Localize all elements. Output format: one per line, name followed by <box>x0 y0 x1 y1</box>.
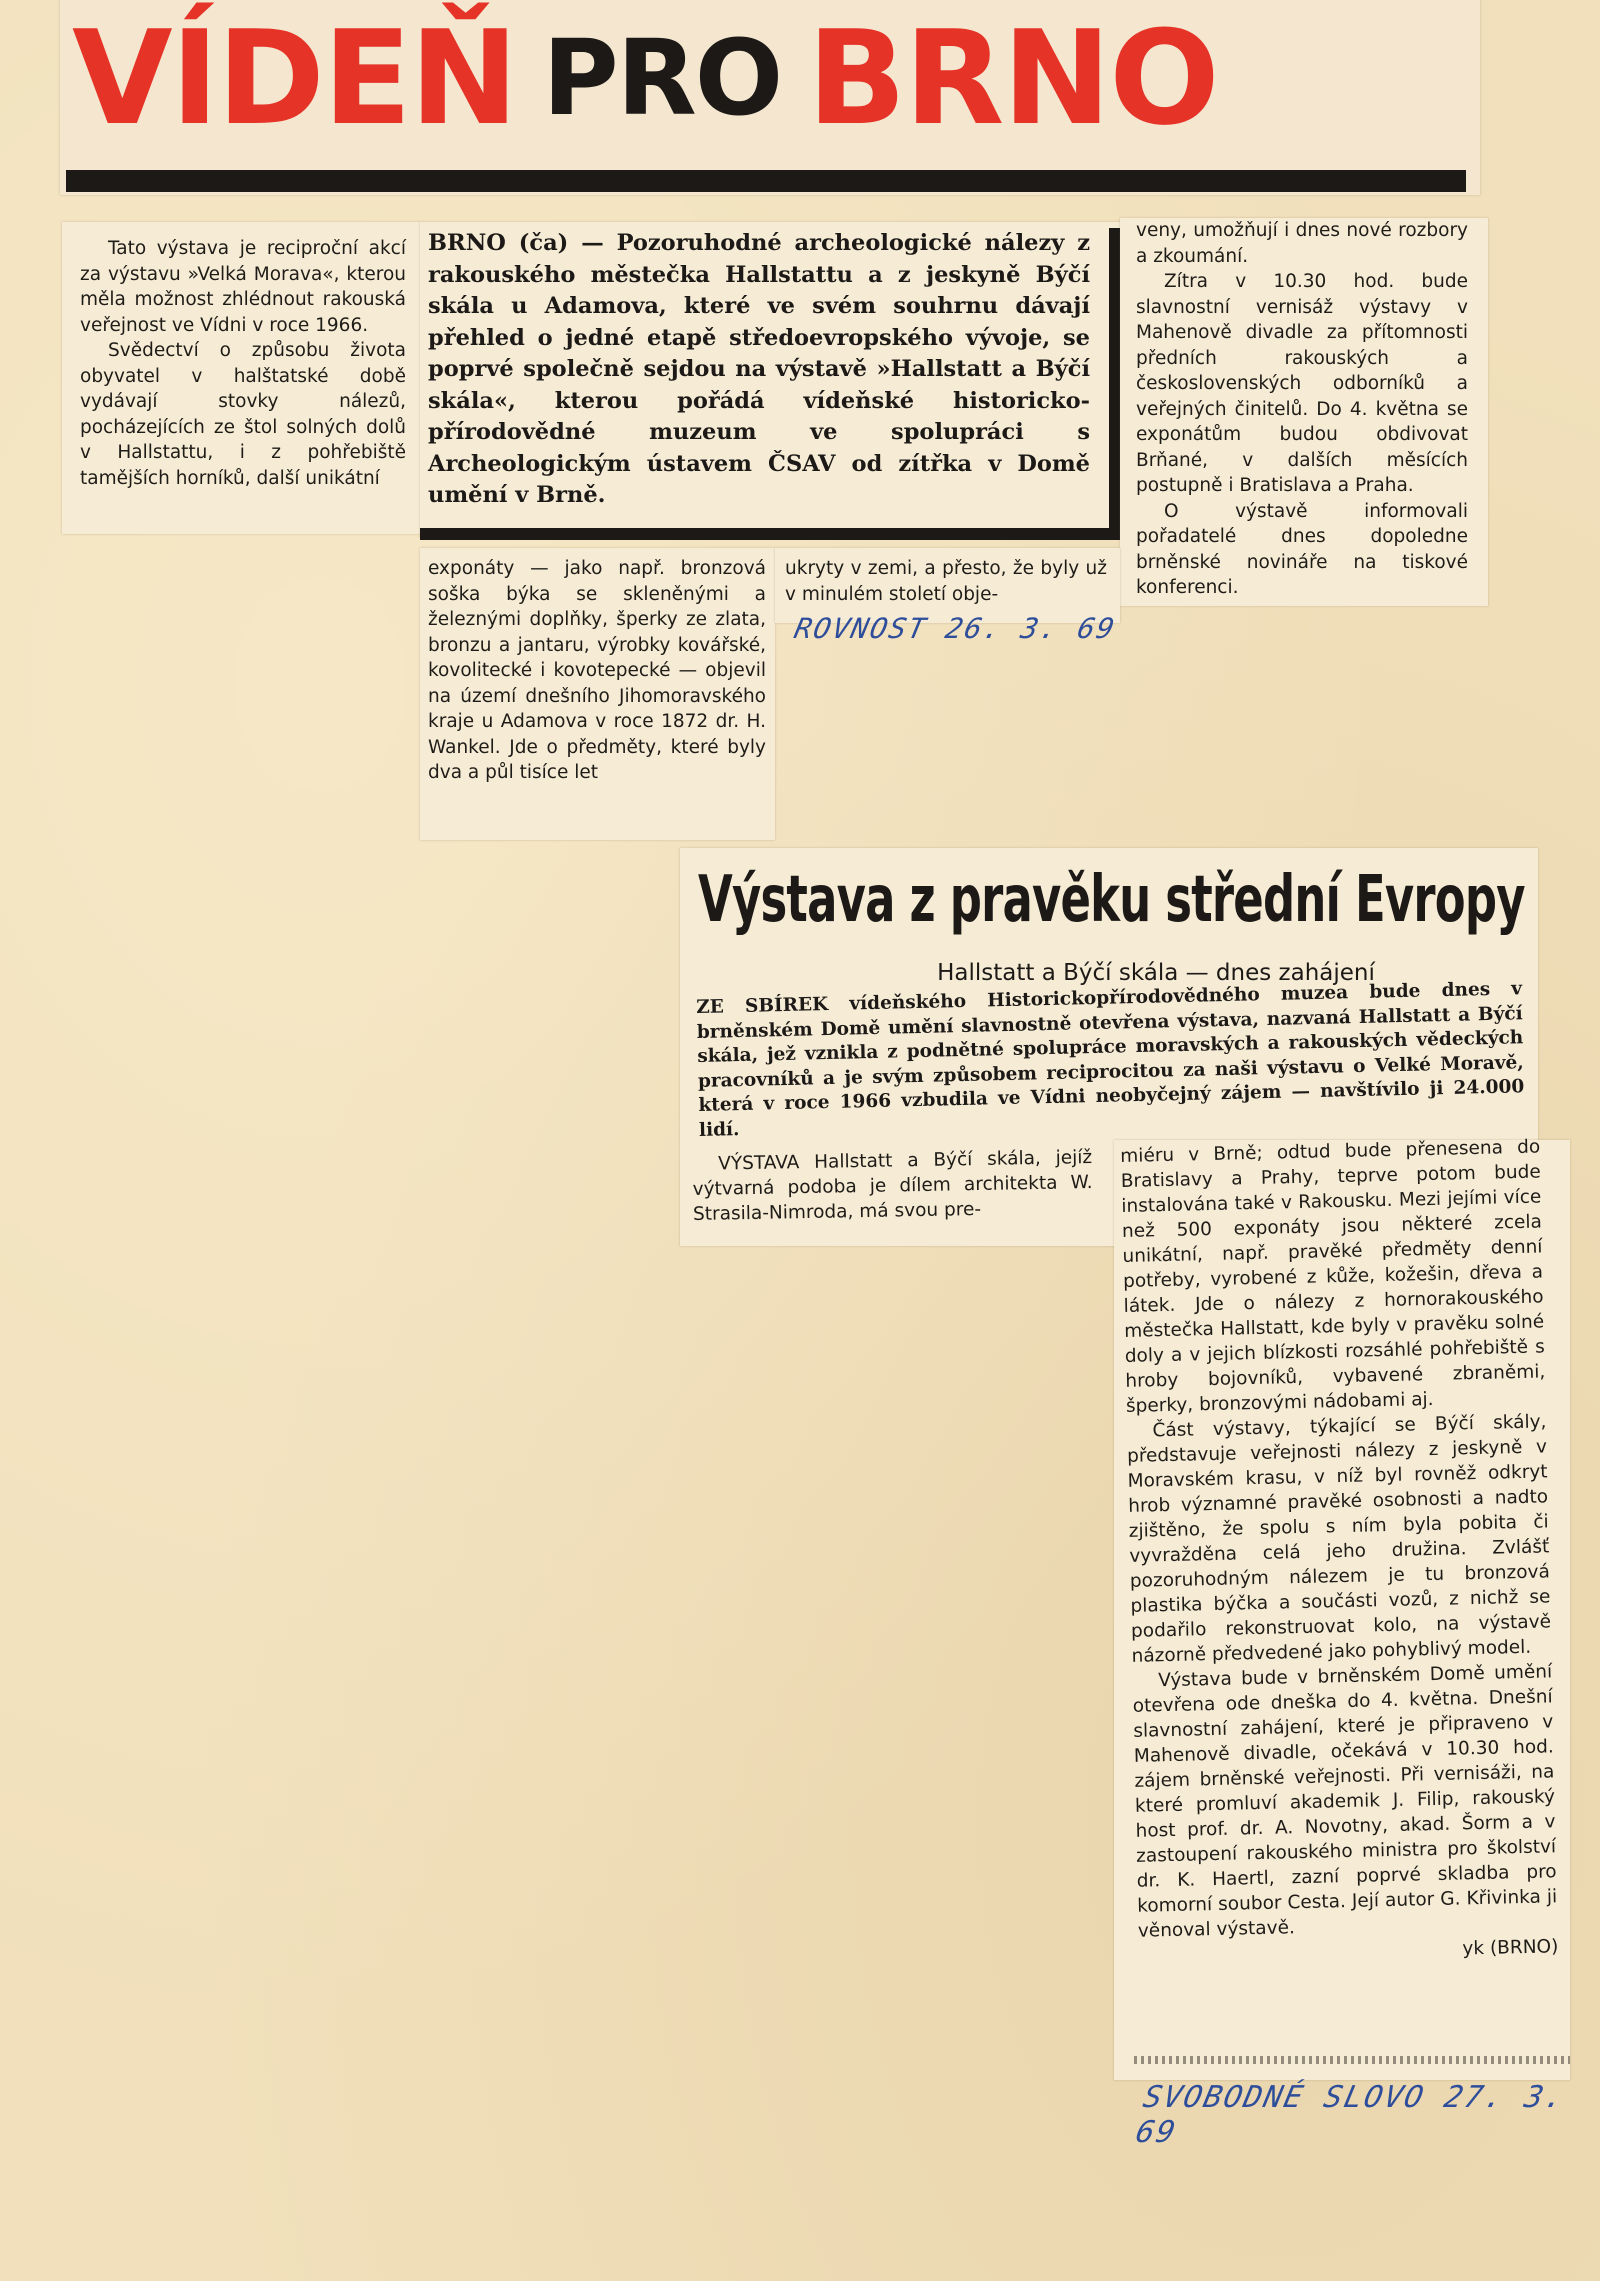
article2-paragraph: miéru v Brně; odtud bude přenesena do Bratislavy a Prahy, teprve potom bude instalována také v Rakousku. Mezi jejími více než 500 exponáty jsou některé zcela unikátní, např. pravěké předměty denní potřeby, vyrobené z kůže, kožešin, dřeva a látek. Jde o nálezy z hornorakouského městečka Hallstatt, kde byly v pravěku solné doly a v jejich blízkosti rozsáhlé pohřebiště s hroby bojovníků, vybavené zbraněmi, šperky, bronzovými nádobami aj. <box>1120 1136 1546 1417</box>
article2-column-1-paragraph: VÝSTAVA Hallstatt a Býčí skála, jejíž výtvarná podoba je dílem architekta W. Strasila-Nimroda, má svou pre- <box>692 1147 1093 1225</box>
continuation-paragraph: exponáty — jako např. bronzová soška býka se skleněnými a železnými doplňky, šperky ze zlata, bronzu a jantaru, výrobky kovářské, kovolitecké i kovotepecké — objevil na území dnešního Jihomoravského kraje u Adamova v roce 1872 dr. H. Wankel. Jde o předměty, které byly dva a půl tisíce let <box>428 558 766 783</box>
article2-continuation-clipping <box>1114 1136 1570 2080</box>
lead-box-border-right <box>1109 228 1120 538</box>
continuation-column-2 <box>785 556 1107 607</box>
right-column <box>1136 218 1468 601</box>
lead-clipping <box>420 222 1120 538</box>
clipping-torn-edge <box>1134 2056 1570 2064</box>
right-column-paragraph: veny, umožňují i dnes nové rozbory a zkoumání. <box>1136 220 1468 267</box>
article2-signature: yk (BRNO) <box>1462 1936 1559 1960</box>
article2-subtitle: Hallstatt a Býčí skála — dnes zahájení <box>937 960 1375 986</box>
intro-column <box>80 236 406 491</box>
article2-paragraph: Výstava bude v brněnském Domě umění otevřena ode dneška do 4. května. Dnešní slavnostní zahájení, které je připraveno v Mahenově divadle, očekává v 10.30 hod. zájem brněnské veřejnosti. Při vernisáži, na které promluví akademik J. Filip, rakouský host prof. dr. A. Novotny, akad. Šorm a v zastoupení rakouského ministra pro školství dr. K. Haertl, zazní poprvé skladba pro komorní soubor Cesta. Její autor G. Křivinka ji věnoval výstavě. <box>1132 1661 1558 1942</box>
right-column-paragraph: O výstavě informovali pořadatelé dnes dopoledne brněnské novináře na tiskové konferenci. <box>1136 500 1468 598</box>
continuation-column <box>428 556 766 786</box>
headline-word-viden: VÍDEŇ <box>72 2 517 154</box>
right-column-clipping <box>1120 218 1488 606</box>
continuation-paragraph-2: ukryty v zemi, a přesto, že byly už v minulém století obje- <box>785 558 1107 605</box>
article2-column-1 <box>692 1145 1093 1227</box>
headline-clipping <box>60 0 1480 195</box>
article2-column-2 <box>1120 1134 1559 1968</box>
article2-title: Výstava z pravěku střední Evropy <box>698 863 1525 937</box>
headline <box>72 2 1472 154</box>
intro-paragraph: Svědectví o způsobu života obyvatel v halštatské době vydávají stovky nálezů, pocházejících ze štol solných dolů v Hallstattu, i z pohřebiště tamějších horníků, další unikátní <box>80 340 406 489</box>
headline-word-pro: PRO <box>542 17 782 139</box>
article2-perex: ZE SBÍREK vídeňského Historickopřírodovědného muzea bude dnes v brněnském Domě umění slavnostně otevřena výstava, nazvaná Hallstatt a Býčí skála, jež vznikla z podnětné spolupráce moravských a rakouských vědeckých pracovníků a je svým způsobem reciprocitou za naši výstavu o Velké Moravě, která v roce 1966 vzbudila ve Vídni neobyčejný zájem — navštívilo ji 24.000 lidí. <box>696 978 1525 1141</box>
source-note-svobodne-slovo: SVOBODNÉ SLOVO 27. 3. 69 <box>1132 2080 1569 2150</box>
right-column-paragraph: Zítra v 10.30 hod. bude slavnostní vernisáž výstavy v Mahenově divadle za přítomnosti předních rakouských a československých odborníků a veřejných činitelů. Do 4. května se exponátům budou obdivovat Brňané, v dalších měsících postupně i Bratislava a Praha. <box>1136 271 1468 496</box>
headline-rule <box>66 170 1466 192</box>
source-note-rovnost: ROVNOST 26. 3. 69 <box>791 612 1120 645</box>
intro-clipping <box>62 222 420 534</box>
continuation-clipping <box>420 548 775 840</box>
article2-paragraph: Část výstavy, týkající se Býčí skály, představuje veřejnosti nálezy z jeskyně v Moravském krasu, v níž byl rovněž odkryt hrob významné pravěké osobnosti a nadto zjištěno, že spolu s ním byla pobita či vyvražděna celá jeho družina. Zvlášť pozoruhodným nálezem je tu bronzová plastika býčka a součásti vozů, z nichž se podařilo rekonstruovat kolo, na výstavě názorně předvedené jako pohyblivý model. <box>1126 1411 1552 1667</box>
lead-paragraph: BRNO (ča) — Pozoruhodné archeologické nálezy z rakouského městečka Hallstattu a z jeskyně Býčí skála u Adamova, které ve svém souhrnu dávají přehled o jedné etapě středoevropského vývoje, se poprvé společně sejdou na výstavě »Hallstatt a Býčí skála«, kterou pořádá vídeňské historicko-přírodovědné muzeum ve spolupráci s Archeologickým ústavem ČSAV od zítřka v Domě umění v Brně. <box>428 230 1090 508</box>
headline-word-brno: BRNO <box>807 2 1218 154</box>
intro-paragraph: Tato výstava je reciproční akcí za výstavu »Velká Morava«, kterou měla možnost zhlédnout rakouská veřejnost ve Vídni v roce 1966. <box>80 238 406 336</box>
lead-box-border-bottom <box>420 528 1120 540</box>
